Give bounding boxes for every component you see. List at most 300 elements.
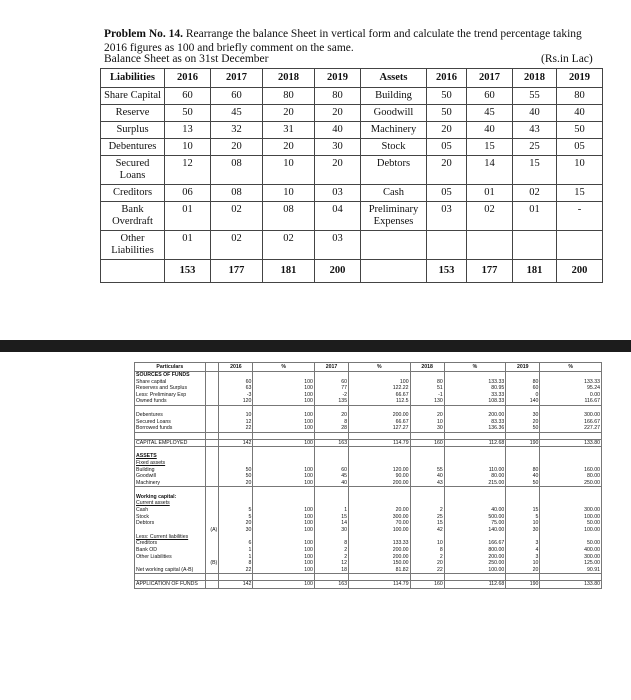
ss-particular-cell: [135, 574, 206, 581]
ss-particular-cell: Other Liabilities: [135, 554, 206, 561]
ss-value-cell: [253, 405, 315, 412]
bs-value-cell: 03: [315, 185, 361, 202]
ss-value-cell: 300.00: [349, 514, 411, 521]
bs-value-cell: 02: [211, 231, 263, 260]
ss-value-cell: 127.27: [349, 425, 411, 432]
bs-label-cell: Machinery: [361, 122, 427, 139]
ss-value-cell: 30: [314, 527, 348, 534]
ss-value-cell: 200.00: [349, 547, 411, 554]
ss-row: [135, 493, 602, 500]
ss-value-cell: 130: [410, 398, 444, 405]
ss-value-cell: 20: [314, 412, 348, 419]
ss-value-cell: 163: [314, 581, 348, 588]
ss-value-cell: 81.82: [349, 567, 411, 574]
ss-value-cell: 40: [314, 480, 348, 487]
ss-row: [135, 507, 602, 514]
bs-value-cell: 30: [315, 139, 361, 156]
balance-sheet-table: [100, 68, 603, 283]
ss-value-cell: [410, 574, 444, 581]
ss-row: [135, 392, 602, 399]
ss-value-cell: [506, 446, 540, 453]
ss-value-cell: [205, 405, 219, 412]
bs-label-cell: Debtors: [361, 156, 427, 185]
bs-label-cell: Secured Loans: [101, 156, 165, 185]
ss-value-cell: 166.67: [444, 540, 506, 547]
ss-value-cell: 1: [219, 554, 253, 561]
ss-value-cell: [205, 554, 219, 561]
ss-particular-cell: Building: [135, 467, 206, 474]
ss-value-cell: 122.22: [349, 385, 411, 392]
bs-value-cell: 15: [557, 185, 603, 202]
ss-value-cell: 55: [410, 467, 444, 474]
ss-row: [135, 534, 602, 541]
ss-value-cell: 100: [253, 527, 315, 534]
bs-value-cell: 50: [427, 105, 467, 122]
ss-value-cell: 163: [314, 439, 348, 446]
ss-value-cell: 400.00: [540, 547, 602, 554]
ss-value-cell: 8: [314, 540, 348, 547]
bs-total-cell: [101, 260, 165, 283]
ss-value-cell: [410, 432, 444, 439]
bs-header-cell: 2016: [427, 69, 467, 88]
ss-value-cell: [205, 446, 219, 453]
ss-value-cell: [444, 446, 506, 453]
ss-value-cell: 116.67: [540, 398, 602, 405]
bs-value-cell: 50: [557, 122, 603, 139]
bs-total-cell: 153: [165, 260, 211, 283]
ss-value-cell: 80.00: [540, 473, 602, 480]
ss-value-cell: 100.00: [349, 527, 411, 534]
ss-value-cell: 22: [219, 425, 253, 432]
ss-value-cell: [314, 372, 348, 379]
ss-value-cell: [253, 534, 315, 541]
ss-row: [135, 567, 602, 574]
balance-sheet-header-row: [101, 69, 603, 88]
spreadsheet-header-row: [135, 363, 602, 372]
ss-value-cell: 100: [253, 520, 315, 527]
bs-value-cell: 08: [211, 156, 263, 185]
ss-particular-cell: APPLICATION OF FUNDS: [135, 581, 206, 588]
ss-value-cell: 200.00: [349, 412, 411, 419]
bs-value-cell: [427, 231, 467, 260]
ss-value-cell: [410, 493, 444, 500]
ss-particular-cell: Borrowed funds: [135, 425, 206, 432]
ss-value-cell: 10: [410, 419, 444, 426]
ss-value-cell: [205, 567, 219, 574]
bs-row: [101, 122, 603, 139]
ss-particular-cell: Machinery: [135, 480, 206, 487]
ss-row: [135, 560, 602, 567]
ss-value-cell: [410, 460, 444, 467]
ss-value-cell: 15: [314, 514, 348, 521]
ss-value-cell: 227.27: [540, 425, 602, 432]
bs-header-cell: 2017: [467, 69, 513, 88]
ss-value-cell: 100: [253, 581, 315, 588]
ss-value-cell: 190: [506, 439, 540, 446]
ss-row: [135, 547, 602, 554]
bs-value-cell: 45: [211, 105, 263, 122]
ss-value-cell: [205, 574, 219, 581]
ss-value-cell: 133.33: [349, 540, 411, 547]
ss-value-cell: [205, 581, 219, 588]
ss-value-cell: [444, 405, 506, 412]
bs-header-cell: 2016: [165, 69, 211, 88]
ss-value-cell: 100: [253, 473, 315, 480]
ss-row: [135, 405, 602, 412]
bs-value-cell: 03: [427, 202, 467, 231]
trend-spreadsheet: [134, 362, 602, 589]
ss-row: [135, 581, 602, 588]
ss-value-cell: 100.00: [444, 567, 506, 574]
ss-header-cell: [205, 363, 219, 372]
ss-header-cell: %: [444, 363, 506, 372]
ss-value-cell: 50: [219, 467, 253, 474]
bs-row: [101, 88, 603, 105]
ss-value-cell: 60: [314, 467, 348, 474]
ss-value-cell: [506, 432, 540, 439]
ss-value-cell: 250.00: [540, 480, 602, 487]
ss-value-cell: [506, 574, 540, 581]
ss-value-cell: [205, 432, 219, 439]
ss-value-cell: [540, 487, 602, 494]
ss-value-cell: [205, 460, 219, 467]
ss-particular-cell: Fixed assets: [135, 460, 206, 467]
ss-row: [135, 500, 602, 507]
ss-particular-cell: [135, 527, 206, 534]
ss-value-cell: [205, 473, 219, 480]
bs-total-row: [101, 260, 603, 283]
ss-value-cell: [219, 372, 253, 379]
bs-value-cell: 03: [315, 231, 361, 260]
ss-value-cell: 10: [506, 560, 540, 567]
ss-particular-cell: Current assets: [135, 500, 206, 507]
ss-value-cell: [349, 500, 411, 507]
ss-value-cell: 2: [410, 554, 444, 561]
ss-value-cell: 200.00: [444, 554, 506, 561]
bs-value-cell: 02: [513, 185, 557, 202]
ss-value-cell: 18: [314, 567, 348, 574]
ss-value-cell: 20: [219, 520, 253, 527]
bs-value-cell: 20: [211, 139, 263, 156]
ss-value-cell: [205, 480, 219, 487]
ss-value-cell: 22: [410, 567, 444, 574]
bs-header-cell: 2018: [513, 69, 557, 88]
bs-value-cell: 20: [427, 156, 467, 185]
ss-value-cell: 33.33: [444, 392, 506, 399]
ss-value-cell: [205, 385, 219, 392]
bs-value-cell: 01: [165, 202, 211, 231]
ss-value-cell: 100: [253, 378, 315, 385]
ss-value-cell: 2: [314, 554, 348, 561]
ss-value-cell: [410, 487, 444, 494]
ss-value-cell: [205, 392, 219, 399]
ss-value-cell: 28: [314, 425, 348, 432]
ss-header-cell: 2017: [314, 363, 348, 372]
ss-value-cell: [205, 500, 219, 507]
bs-value-cell: 40: [315, 122, 361, 139]
ss-value-cell: 142: [219, 439, 253, 446]
ss-value-cell: 133.80: [540, 581, 602, 588]
ss-value-cell: [253, 432, 315, 439]
bs-header-cell: 2019: [315, 69, 361, 88]
bs-header-cell: 2017: [211, 69, 263, 88]
ss-value-cell: [540, 500, 602, 507]
ss-value-cell: 20.00: [349, 507, 411, 514]
ss-row: [135, 574, 602, 581]
ss-value-cell: [444, 534, 506, 541]
bs-label-cell: Creditors: [101, 185, 165, 202]
ss-row: [135, 398, 602, 405]
bs-value-cell: 01: [467, 185, 513, 202]
ss-value-cell: 14: [314, 520, 348, 527]
balance-sheet-subtitle: Balance Sheet as on 31st December: [104, 53, 269, 65]
bs-row: [101, 105, 603, 122]
ss-value-cell: 4: [506, 547, 540, 554]
ss-value-cell: [205, 419, 219, 426]
ss-value-cell: [314, 500, 348, 507]
ss-value-cell: 160: [410, 581, 444, 588]
ss-value-cell: 100: [253, 425, 315, 432]
ss-row: [135, 453, 602, 460]
ss-value-cell: [205, 398, 219, 405]
ss-row: [135, 385, 602, 392]
ss-value-cell: 12: [219, 419, 253, 426]
ss-value-cell: [444, 460, 506, 467]
ss-particular-cell: Secured Loans: [135, 419, 206, 426]
ss-value-cell: 1: [314, 507, 348, 514]
ss-particular-cell: SOURCES OF FUNDS: [135, 372, 206, 379]
bs-value-cell: 12: [165, 156, 211, 185]
ss-value-cell: [540, 493, 602, 500]
ss-value-cell: [219, 574, 253, 581]
bs-label-cell: Preliminary Expenses: [361, 202, 427, 231]
ss-value-cell: 133.33: [540, 378, 602, 385]
ss-value-cell: [205, 507, 219, 514]
ss-row: [135, 432, 602, 439]
ss-value-cell: 100: [253, 514, 315, 521]
ss-value-cell: [540, 460, 602, 467]
bs-value-cell: 20: [315, 156, 361, 185]
ss-value-cell: 12: [314, 560, 348, 567]
ss-value-cell: [506, 487, 540, 494]
bs-value-cell: 05: [557, 139, 603, 156]
ss-value-cell: 8: [219, 560, 253, 567]
ss-row: [135, 419, 602, 426]
ss-value-cell: 125.00: [540, 560, 602, 567]
bs-value-cell: 80: [315, 88, 361, 105]
bs-value-cell: 01: [513, 202, 557, 231]
ss-value-cell: 40: [410, 473, 444, 480]
ss-value-cell: [314, 432, 348, 439]
ss-value-cell: 90.00: [349, 473, 411, 480]
ss-particular-cell: [135, 487, 206, 494]
ss-value-cell: 6: [219, 540, 253, 547]
ss-value-cell: [410, 405, 444, 412]
ss-value-cell: 100: [253, 398, 315, 405]
ss-particular-cell: Working capital:: [135, 493, 206, 500]
bs-header-cell: Assets: [361, 69, 427, 88]
ss-row: [135, 378, 602, 385]
bs-row: [101, 231, 603, 260]
ss-value-cell: 63: [219, 385, 253, 392]
ss-value-cell: 112.68: [444, 581, 506, 588]
ss-value-cell: [219, 487, 253, 494]
ss-value-cell: 60: [314, 378, 348, 385]
ss-header-cell: %: [253, 363, 315, 372]
bs-header-cell: 2019: [557, 69, 603, 88]
ss-value-cell: 135: [314, 398, 348, 405]
ss-particular-cell: Less: Current liabilities: [135, 534, 206, 541]
ss-value-cell: [506, 460, 540, 467]
ss-value-cell: 42: [410, 527, 444, 534]
ss-value-cell: [540, 453, 602, 460]
bs-value-cell: 08: [211, 185, 263, 202]
bs-total-cell: 177: [211, 260, 263, 283]
ss-value-cell: 50.00: [540, 520, 602, 527]
ss-value-cell: [205, 487, 219, 494]
ss-value-cell: [219, 493, 253, 500]
ss-particular-cell: Goodwill: [135, 473, 206, 480]
ss-value-cell: 50: [506, 425, 540, 432]
ss-row: [135, 480, 602, 487]
ss-value-cell: 112.68: [444, 439, 506, 446]
ss-row: [135, 527, 602, 534]
ss-value-cell: 66.67: [349, 419, 411, 426]
ss-value-cell: [349, 405, 411, 412]
ss-value-cell: 20: [219, 480, 253, 487]
ss-value-cell: 20: [506, 567, 540, 574]
bs-header-cell: 2018: [263, 69, 315, 88]
bs-value-cell: 08: [263, 202, 315, 231]
ss-value-cell: 40: [506, 473, 540, 480]
ss-value-cell: [253, 574, 315, 581]
ss-value-cell: 51: [410, 385, 444, 392]
ss-header-cell: %: [349, 363, 411, 372]
ss-row: [135, 520, 602, 527]
ss-value-cell: 80.00: [444, 473, 506, 480]
bs-value-cell: 55: [513, 88, 557, 105]
bs-value-cell: 31: [263, 122, 315, 139]
bs-label-cell: Surplus: [101, 122, 165, 139]
ss-value-cell: [205, 540, 219, 547]
ss-value-cell: [410, 453, 444, 460]
ss-value-cell: 100: [253, 467, 315, 474]
ss-value-cell: [506, 453, 540, 460]
ss-value-cell: [540, 405, 602, 412]
ss-value-cell: [444, 493, 506, 500]
bs-value-cell: [467, 231, 513, 260]
ss-value-cell: [410, 500, 444, 507]
ss-value-cell: 215.00: [444, 480, 506, 487]
bs-label-cell: Debentures: [101, 139, 165, 156]
bs-value-cell: 40: [513, 105, 557, 122]
ss-row: [135, 514, 602, 521]
ss-value-cell: 100: [253, 392, 315, 399]
problem-label: Problem No. 14.: [104, 28, 184, 40]
bs-value-cell: 50: [165, 105, 211, 122]
vertical-form-panel: [0, 352, 631, 700]
bs-value-cell: 60: [211, 88, 263, 105]
ss-value-cell: 110.00: [444, 467, 506, 474]
bs-value-cell: 20: [427, 122, 467, 139]
ss-value-cell: 0.00: [540, 392, 602, 399]
ss-value-cell: [205, 520, 219, 527]
ss-value-cell: 8: [314, 419, 348, 426]
ss-value-cell: 300.00: [540, 507, 602, 514]
ss-value-cell: [205, 372, 219, 379]
ss-value-cell: 50: [219, 473, 253, 480]
ss-value-cell: [205, 439, 219, 446]
bs-label-cell: [361, 231, 427, 260]
ss-value-cell: [205, 534, 219, 541]
bs-value-cell: 10: [557, 156, 603, 185]
ss-value-cell: 70.00: [349, 520, 411, 527]
ss-value-cell: 2: [410, 507, 444, 514]
bs-value-cell: 43: [513, 122, 557, 139]
ss-value-cell: 100: [253, 560, 315, 567]
ss-value-cell: 100: [253, 507, 315, 514]
ss-value-cell: 90.91: [540, 567, 602, 574]
ss-value-cell: 142: [219, 581, 253, 588]
ss-value-cell: [253, 493, 315, 500]
bs-value-cell: 20: [315, 105, 361, 122]
bs-value-cell: 02: [263, 231, 315, 260]
ss-value-cell: [349, 372, 411, 379]
ss-value-cell: 95.24: [540, 385, 602, 392]
ss-row: [135, 425, 602, 432]
ss-value-cell: [314, 574, 348, 581]
ss-header-cell: Particulars: [135, 363, 206, 372]
ss-value-cell: [219, 405, 253, 412]
ss-value-cell: [219, 453, 253, 460]
ss-value-cell: 190: [506, 581, 540, 588]
ss-value-cell: 43: [410, 480, 444, 487]
ss-value-cell: 40.00: [444, 507, 506, 514]
ss-value-cell: [219, 534, 253, 541]
ss-value-cell: [349, 487, 411, 494]
ss-value-cell: [253, 453, 315, 460]
bs-total-cell: [361, 260, 427, 283]
bs-value-cell: 40: [467, 122, 513, 139]
ss-value-cell: 80.95: [444, 385, 506, 392]
ss-value-cell: 22: [219, 567, 253, 574]
ss-value-cell: 140.00: [444, 527, 506, 534]
ss-value-cell: [410, 534, 444, 541]
bs-value-cell: 14: [467, 156, 513, 185]
ss-value-cell: 100: [253, 554, 315, 561]
ss-value-cell: 120: [219, 398, 253, 405]
ss-value-cell: 75.00: [444, 520, 506, 527]
ss-value-cell: 80: [506, 467, 540, 474]
ss-particular-cell: [135, 405, 206, 412]
ss-value-cell: [253, 500, 315, 507]
bs-value-cell: 60: [467, 88, 513, 105]
ss-row: [135, 446, 602, 453]
bs-value-cell: 60: [165, 88, 211, 105]
unit-label: (Rs.in Lac): [541, 53, 593, 65]
ss-value-cell: 120.00: [349, 467, 411, 474]
ss-value-cell: 200.00: [349, 554, 411, 561]
ss-value-cell: [444, 574, 506, 581]
ss-value-cell: -3: [219, 392, 253, 399]
ss-value-cell: [540, 446, 602, 453]
ss-particular-cell: Reserves and Surplus: [135, 385, 206, 392]
ss-value-cell: [506, 372, 540, 379]
ss-value-cell: 30: [506, 527, 540, 534]
ss-value-cell: [205, 453, 219, 460]
bs-label-cell: Bank Overdraft: [101, 202, 165, 231]
bs-value-cell: 25: [513, 139, 557, 156]
